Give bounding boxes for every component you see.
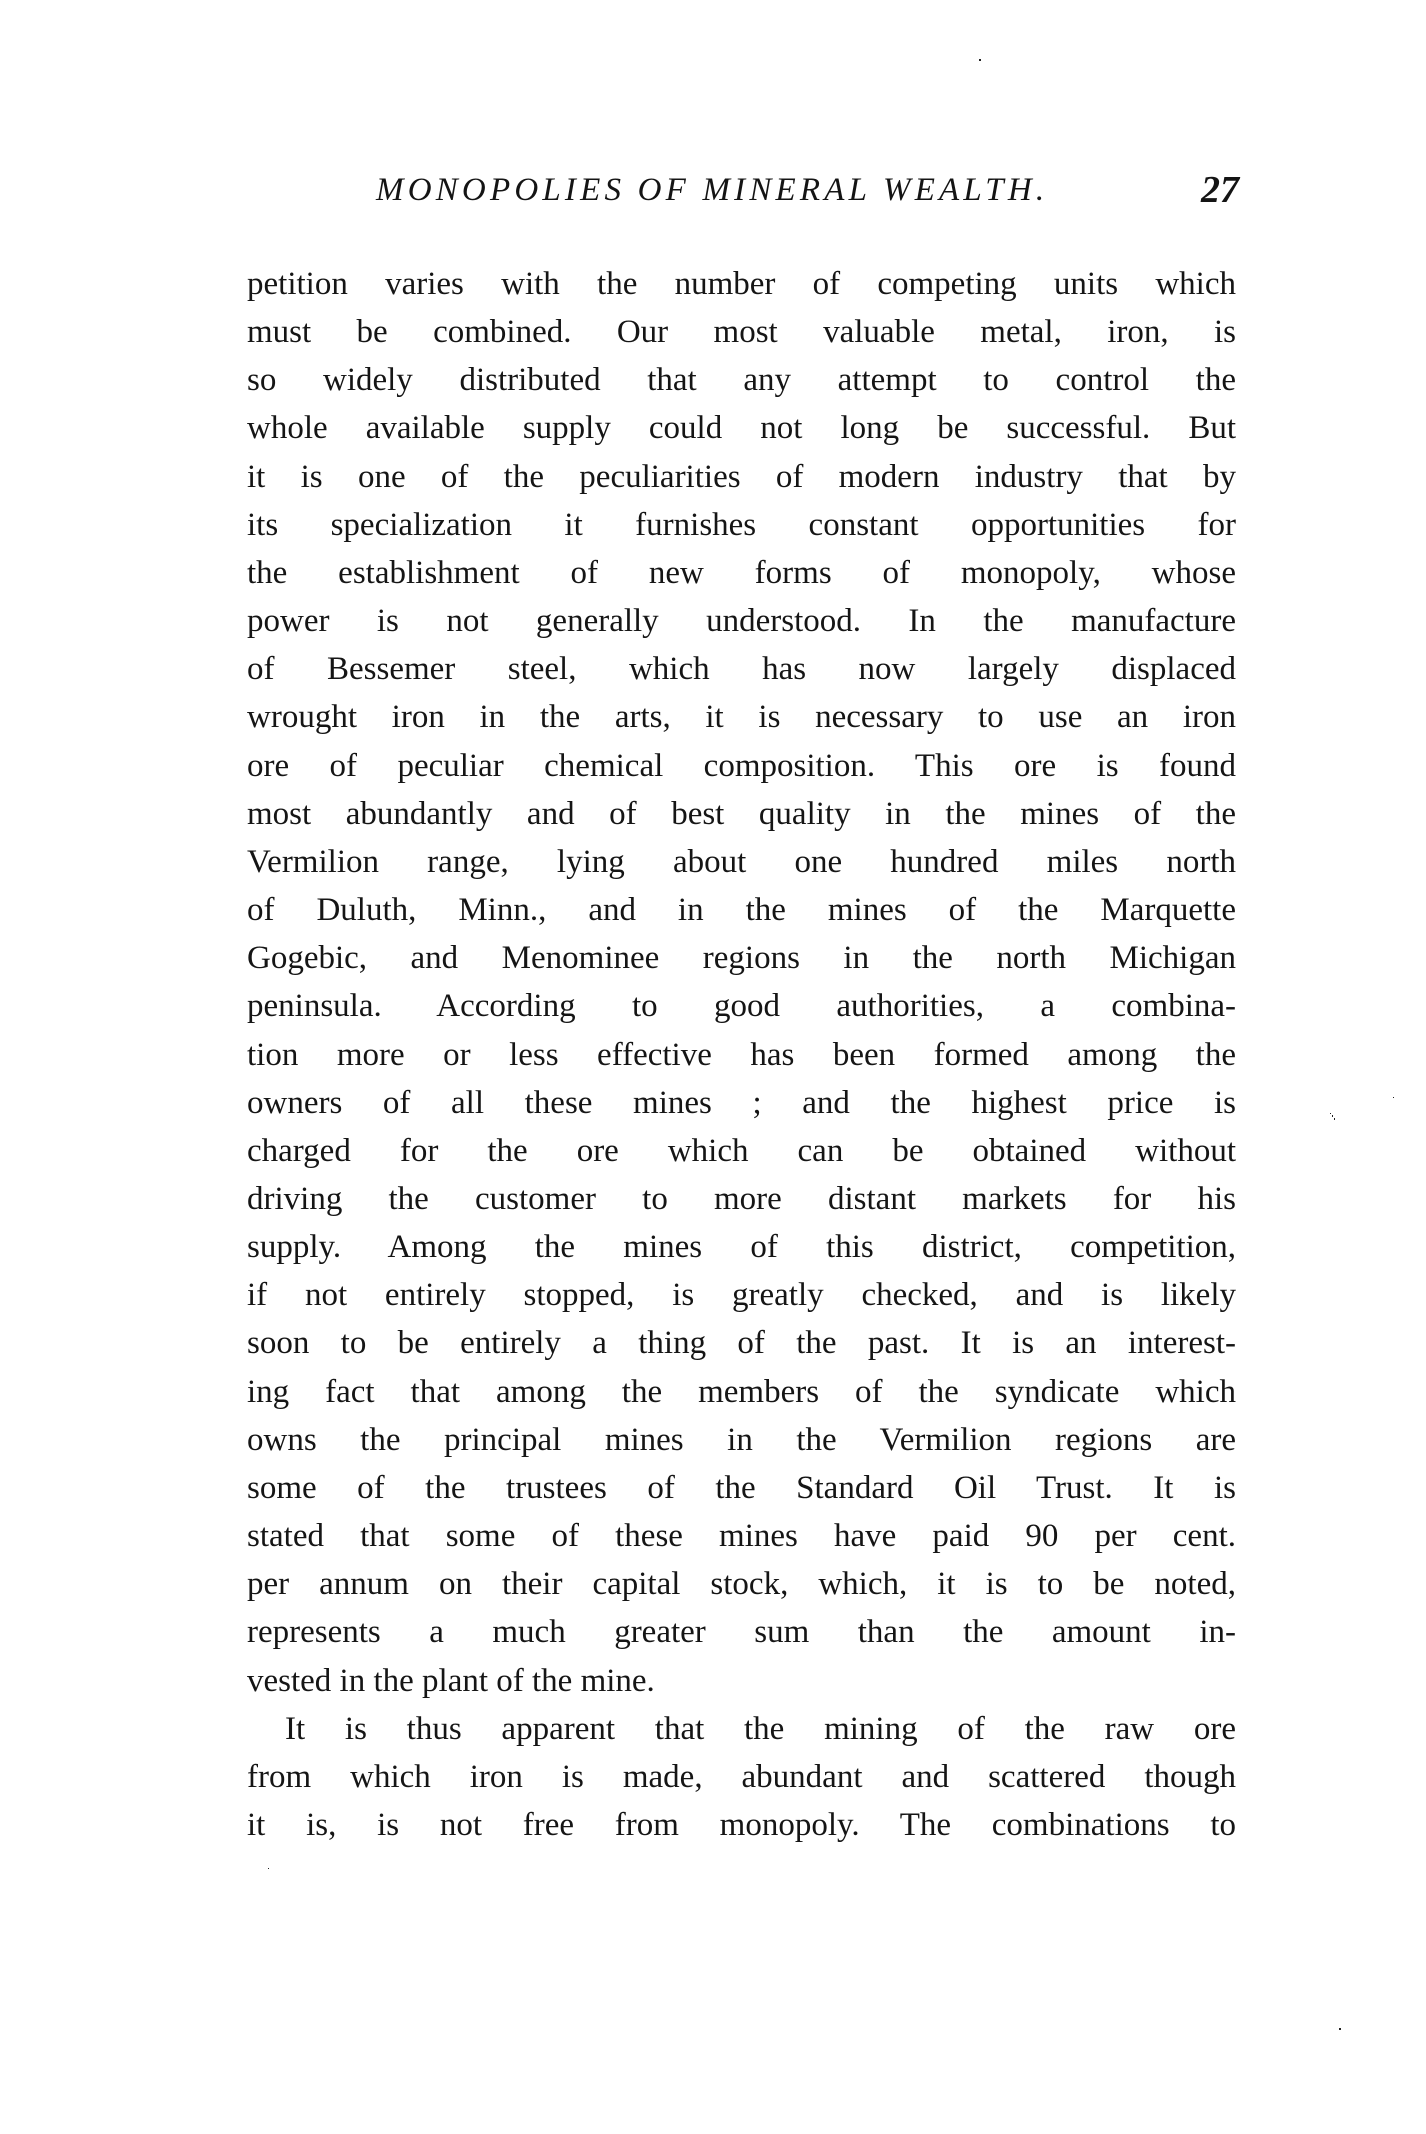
text-line: so widely distributed that any attempt to control the (247, 362, 1236, 399)
text-line: it is one of the peculiarities of modern industry that by (247, 458, 1236, 495)
text-line: its specialization it furnishes constant opportunities for (247, 506, 1236, 543)
text-line: power is not generally understood. In the manufacture (247, 603, 1236, 640)
paragraph-continuation (247, 260, 1236, 1705)
text-line: supply. Among the mines of this district, competition, (247, 1229, 1236, 1266)
text-line: peninsula. According to good authorities, a combina- (247, 988, 1236, 1025)
text-line: from which iron is made, abundant and scattered though (247, 1758, 1236, 1795)
text-line: most abundantly and of best quality in the mines of the (247, 795, 1236, 832)
scan-speck (1393, 1097, 1394, 1098)
running-head-title: MONOPOLIES OF MINERAL WEALTH. (376, 172, 1049, 208)
text-line: of Duluth, Minn., and in the mines of the Marquette (247, 892, 1236, 929)
text-line: driving the customer to more distant markets for his (247, 1180, 1236, 1217)
text-line: represents a much greater sum than the amount in- (247, 1614, 1236, 1651)
text-line: of Bessemer steel, which has now largely displaced (247, 651, 1236, 688)
text-line: ing fact that among the members of the syndicate which (247, 1373, 1236, 1410)
text-line: vested in the plant of the mine. (247, 1662, 655, 1699)
scan-speck (1330, 1113, 1331, 1114)
text-line: it is, is not free from monopoly. The combinations to (247, 1807, 1236, 1843)
text-line: charged for the ore which can be obtained without (247, 1132, 1236, 1169)
text-line: Vermilion range, lying about one hundred miles north (247, 843, 1236, 880)
text-line: Gogebic, and Menominee regions in the north Michigan (247, 940, 1236, 977)
text-line: ore of peculiar chemical composition. This ore is found (247, 747, 1236, 784)
paragraph (247, 1705, 1236, 1849)
text-line: stated that some of these mines have paid 90 per cent. (247, 1518, 1236, 1555)
text-line: petition varies with the number of competing units which (247, 266, 1236, 302)
text-line: owns the principal mines in the Vermilion regions are (247, 1421, 1236, 1458)
scan-speck (1339, 2028, 1341, 2030)
text-line: tion more or less effective has been formed among the (247, 1036, 1236, 1073)
scan-speck (979, 59, 981, 61)
text-line: wrought iron in the arts, it is necessary to use an iron (247, 699, 1236, 736)
scan-speck (1334, 1118, 1335, 1120)
text-line: soon to be entirely a thing of the past. It is an interest- (247, 1325, 1236, 1362)
body-text (247, 260, 1236, 1849)
text-line: the establishment of new forms of monopoly, whose (247, 554, 1236, 591)
scan-speck (268, 1868, 269, 1869)
text-line: per annum on their capital stock, which, it is to be noted, (247, 1566, 1236, 1603)
text-line: must be combined. Our most valuable metal, iron, is (247, 314, 1236, 351)
text-line: some of the trustees of the Standard Oil Trust. It is (247, 1469, 1236, 1506)
scan-speck (1332, 1115, 1333, 1117)
text-line: whole available supply could not long be successful. But (247, 410, 1236, 447)
text-line: owners of all these mines ; and the highest price is (247, 1084, 1236, 1121)
page-number: 27 (1201, 169, 1239, 211)
text-line: It is thus apparent that the mining of the raw ore (285, 1710, 1236, 1747)
text-line: if not entirely stopped, is greatly checked, and is likely (247, 1277, 1236, 1314)
